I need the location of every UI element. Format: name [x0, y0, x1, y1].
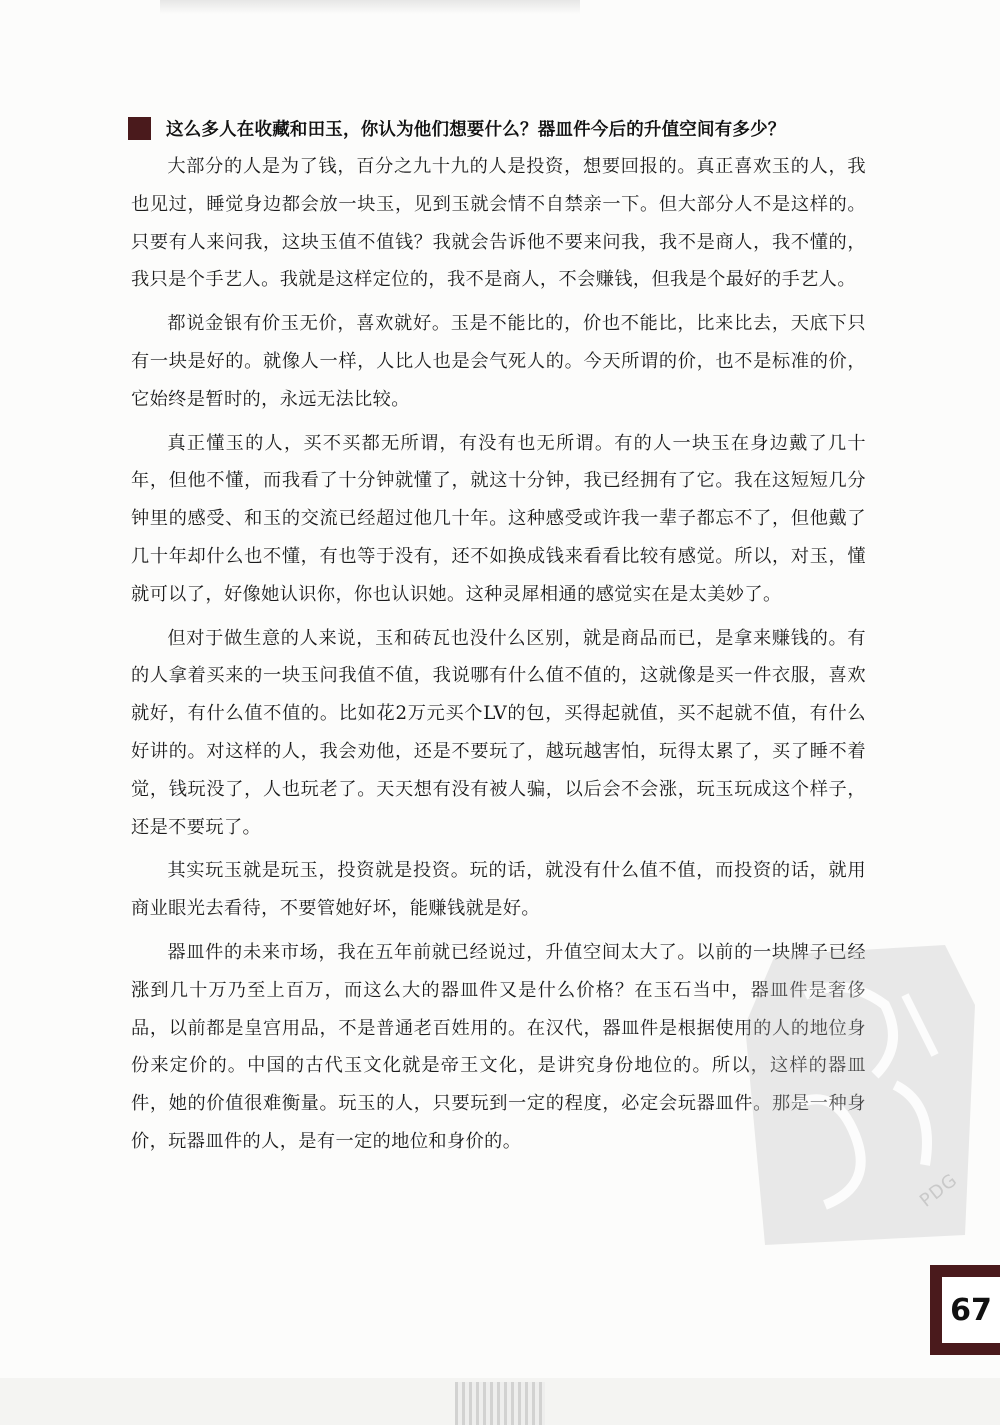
- paragraph: 器皿件的未来市场，我在五年前就已经说过，升值空间太大了。以前的一块牌子已经涨到几十万乃至上百万，而这么大的器皿件又是什么价格？在玉石当中，器皿件是奢侈品，以前都是皇宫用品，不是普通老百姓用的。在汉代，器皿件是根据使用的人的地位身份来定价的。中国的古代玉文化就是帝王文化，是讲究身份地位的。所以，这样的器皿件，她的价值很难衡量。玩玉的人，只要玩到一定的程度，必定会玩器皿件。那是一种身价，玩器皿件的人，是有一定的地位和身价的。: [131, 941, 866, 1152]
- paragraph: 但对于做生意的人来说，玉和砖瓦也没什么区别，就是商品而已，是拿来赚钱的。有的人拿着买来的一块玉问我值不值，我说哪有什么值不值的，这就像是买一件衣服，喜欢就好，有什么值不值的。比如花2万元买个LV的包，买得起就值，买不起就不值，有什么好讲的。对这样的人，我会劝他，还是不要玩了，越玩越害怕，玩得太累了，买了睡不着觉，钱玩没了，人也玩老了。天天想有没有被人骗，以后会不会涨，玩玉玩成这个样子，还是不要玩了。: [131, 627, 866, 838]
- paragraph: 大部分的人是为了钱，百分之九十九的人是投资，想要回报的。真正喜欢玉的人，我也见过，睡觉身边都会放一块玉，见到玉就会情不自禁亲一下。但大部分人不是这样的。只要有人来问我，这块玉值不值钱？我就会告诉他不要来问我，我不是商人，我不懂的，我只是个手艺人。我就是这样定位的，我不是商人，不会赚钱，但我是个最好的手艺人。: [131, 156, 866, 291]
- watermark-label: PDG: [915, 1169, 962, 1212]
- page-number: 67: [942, 1277, 1000, 1343]
- watermark-seal-icon: [735, 935, 985, 1255]
- paragraph: 其实玩玉就是玩玉，投资就是投资。玩的话，就没有什么值不值，而投资的话，就用商业眼光去看待，不要管她好坏，能赚钱就是好。: [131, 860, 866, 920]
- heading-text: 这么多人在收藏和田玉，你认为他们想要什么？器皿件今后的升值空间有多少？: [166, 119, 786, 140]
- heading-square-icon: [128, 117, 151, 140]
- paragraph: 真正懂玉的人，买不买都无所谓，有没有也无所谓。有的人一块玉在身边戴了几十年，但他不懂，而我看了十分钟就懂了，就这十分钟，我已经拥有了它。我在这短短几分钟里的感受、和玉的交流已经超过他几十年。这种感受或许我一辈子都忘不了，但他戴了几十年却什么也不懂，有也等于没有，还不如换成钱来看看比较有感觉。所以，对玉，懂就可以了，好像她认识你，你也认识她。这种灵犀相通的感觉实在是太美妙了。: [131, 432, 866, 605]
- scan-shadow: [160, 0, 580, 14]
- question-heading: [128, 113, 868, 143]
- binding-strip: [455, 1382, 545, 1425]
- paragraph: 都说金银有价玉无价，喜欢就好。玉是不能比的，价也不能比，比来比去，天底下只有一块是好的。就像人一样，人比人也是会气死人的。今天所谓的价，也不是标准的价，它始终是暂时的，永远无法比较。: [131, 313, 866, 410]
